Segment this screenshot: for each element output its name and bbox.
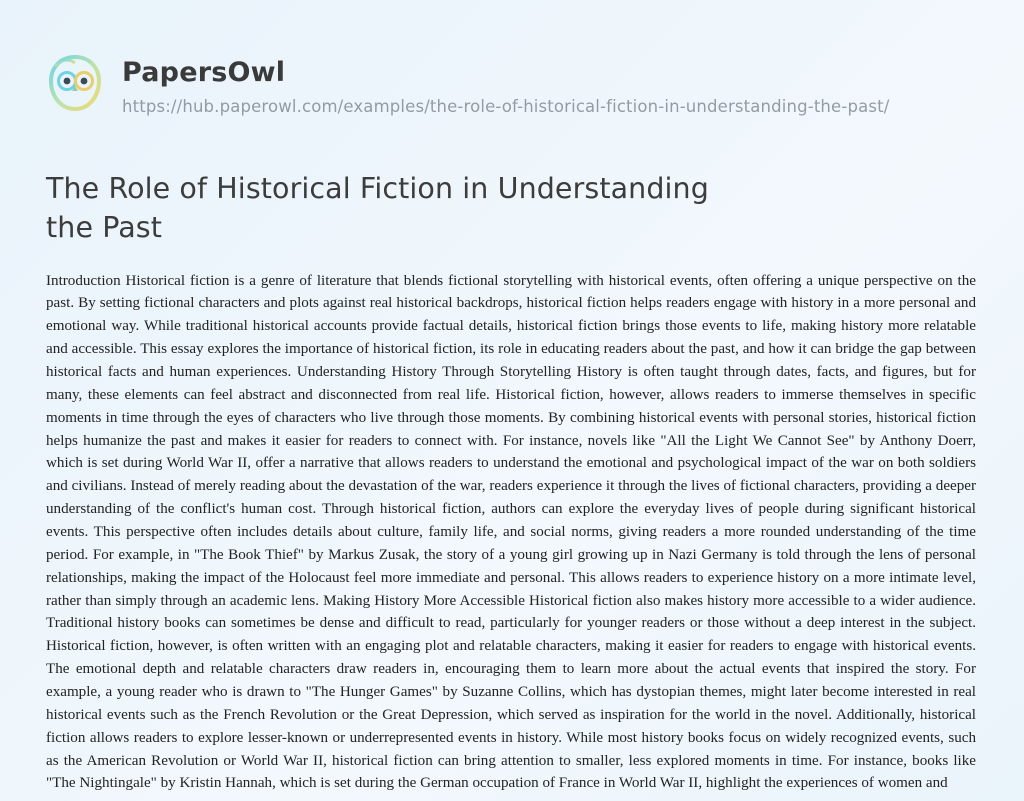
owl-logo-icon — [46, 54, 104, 112]
document-body-text: Introduction Historical fiction is a genre of literature that blends fictional storytelling with historical events, often offering a unique perspective on the past. By setting fictional characters and plots against real historical backdrops, historical fiction helps readers engage with history in a more personal and emotional way. While traditional historical accounts provide factual details, historical fiction brings those events to life, making history more relatable and accessible. This essay explores the importance of historical fiction, its role in educating readers about the past, and how it can bridge the gap between historical facts and human experiences. Understanding History Through Storytelling History is often taught through dates, facts, and figures, but for many, these elements can feel abstract and disconnected from real life. Historical fiction, however, allows readers to immerse themselves in specific moments in time through the eyes of characters who live through those moments. By combining historical events with personal stories, historical fiction helps humanize the past and makes it easier for readers to connect with. For instance, novels like "All the Light We Cannot See" by Anthony Doerr, which is set during World War II, offer a narrative that allows readers to understand the emotional and psychological impact of the war on both soldiers and civilians. Instead of merely reading about the devastation of the war, readers experience it through the lives of fictional characters, providing a deeper understanding of the conflict's human cost. Through historical fiction, authors can explore the everyday lives of people during significant historical events. This perspective often includes details about culture, family life, and social norms, giving readers a more rounded understanding of the time period. For example, in "The Book Thief" by Markus Zusak, the story of a young girl growing up in Nazi Germany is told through the lens of personal relationships, making the impact of the Holocaust feel more immediate and personal. This allows readers to experience history on a more intimate level, rather than simply through an academic lens. Making History More Accessible Historical fiction also makes history more accessible to a wider audience. Traditional history books can sometimes be dense and difficult to read, particularly for younger readers or those without a deep interest in the subject. Historical fiction, however, is often written with an engaging plot and relatable characters, making it easier for readers to engage with historical events. The emotional depth and relatable characters draw readers in, encouraging them to learn more about the actual events that inspired the story. For example, a young reader who is drawn to "The Hunger Games" by Suzanne Collins, which has dystopian themes, might later become interested in real historical events such as the French Revolution or the Great Depression, which served as inspiration for the world in the novel. Additionally, historical fiction allows readers to explore lesser-known or underrepresented events in history. While most history books focus on widely recognized events, such as the American Revolution or World War II, historical fiction can bring attention to smaller, less explored moments in time. For instance, books like "The Nightingale" by Kristin Hannah, which is set during the German occupation of France in World War II, highlight the experiences of women and — [46, 272, 976, 792]
brand-text-block — [122, 44, 889, 116]
page-url[interactable]: https://hub.paperowl.com/examples/the-role-of-historical-fiction-in-understanding-the-past/ — [122, 96, 890, 116]
site-header — [46, 44, 978, 136]
brand-name: PapersOwl — [122, 57, 286, 88]
page-title: The Role of Historical Fiction in Understanding the Past — [46, 172, 709, 244]
